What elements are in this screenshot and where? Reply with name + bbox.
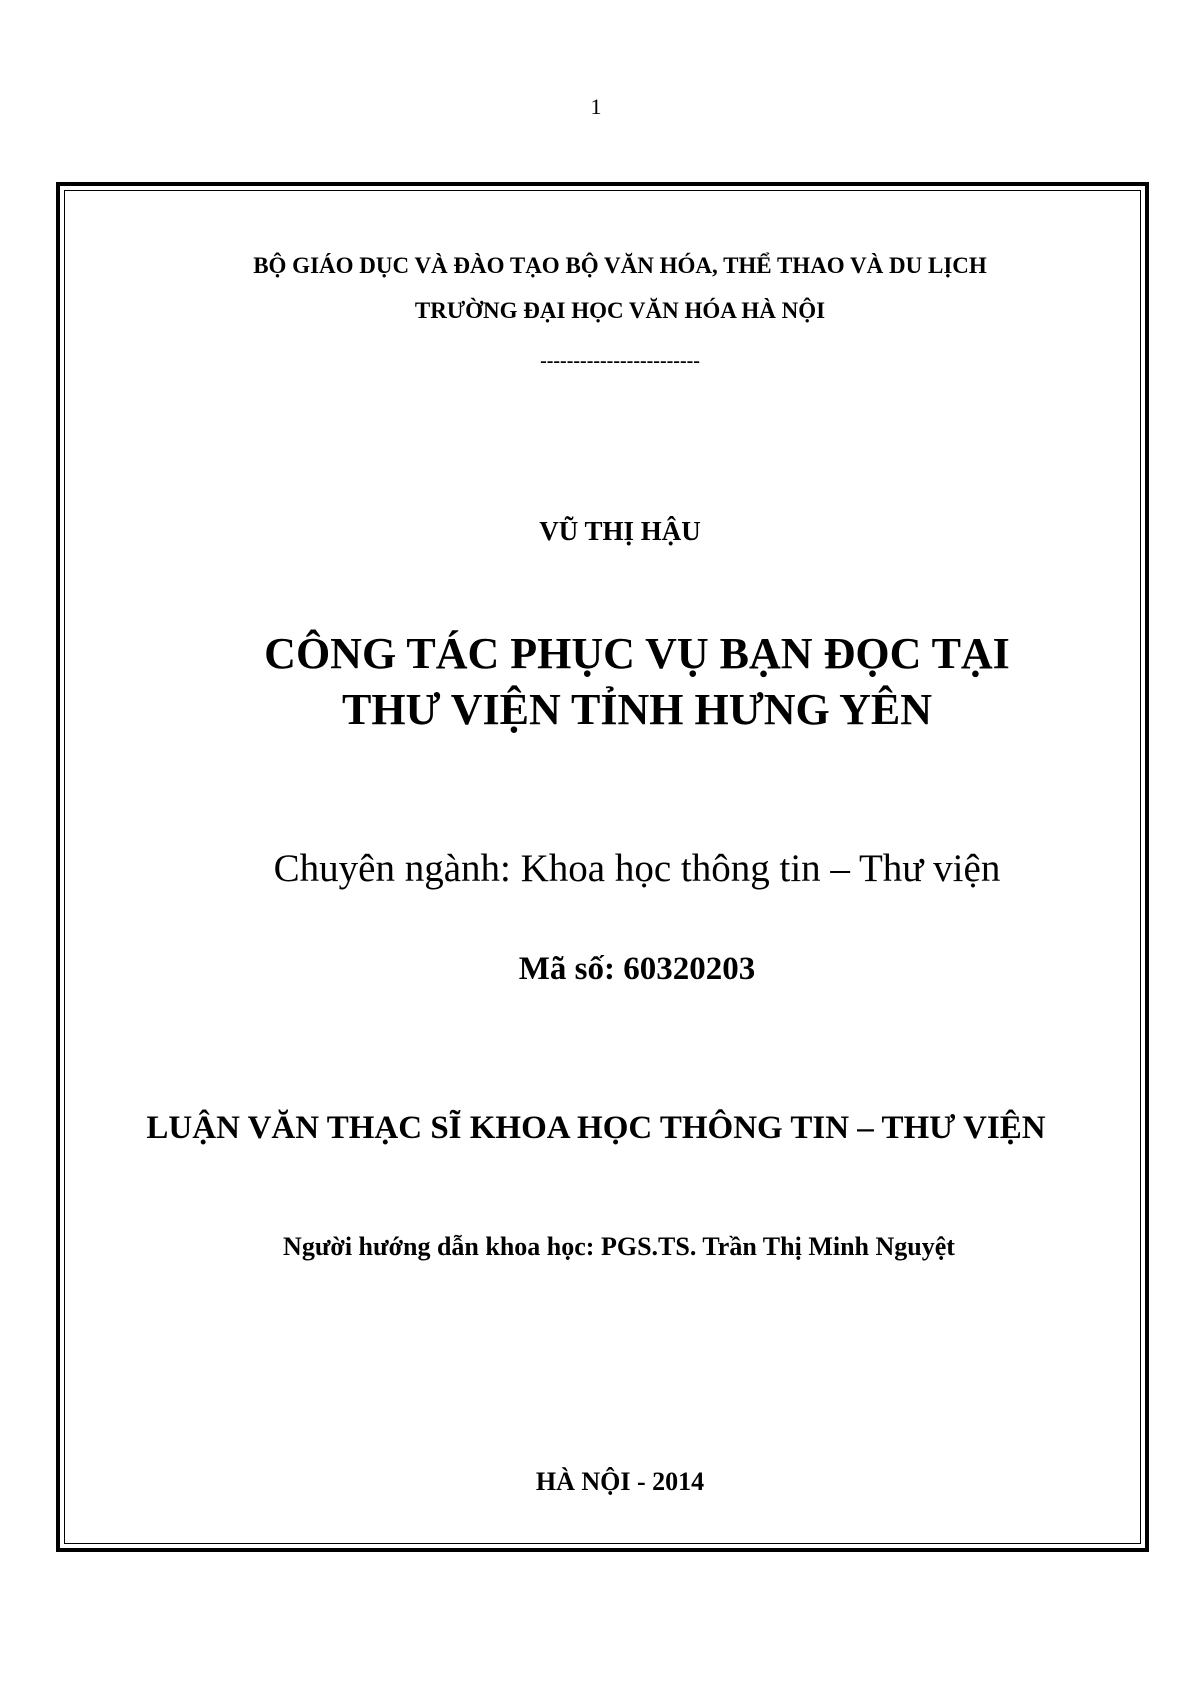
separator-line: ------------------------ [540, 350, 700, 372]
ministry-line: BỘ GIÁO DỤC VÀ ĐÀO TẠO BỘ VĂN HÓA, THỂ THAO VÀ DU LỊCH [253, 253, 987, 278]
code-line: Mã số: 60320203 [518, 951, 756, 987]
advisor-line: Người hướng dẫn khoa học: PGS.TS. Trần Thị Minh Nguyệt [283, 1232, 955, 1261]
university-line: TRƯỜNG ĐẠI HỌC VĂN HÓA HÀ NỘI [414, 298, 826, 323]
thesis-title-line-2: THƯ VIỆN TỈNH HƯNG YÊN [341, 685, 932, 734]
author-name: VŨ THỊ HẬU [539, 516, 701, 546]
place-year: HÀ NỘI - 2014 [535, 1467, 705, 1496]
major-line: Chuyên ngành: Khoa học thông tin – Thư viện [273, 847, 1001, 890]
page-number: 1 [590, 94, 602, 119]
thesis-title-line-1: CÔNG TÁC PHỤC VỤ BẠN ĐỌC TẠI [264, 629, 1010, 678]
thesis-type: LUẬN VĂN THẠC SĨ KHOA HỌC THÔNG TIN – THƯ VIỆN [146, 1110, 1046, 1146]
